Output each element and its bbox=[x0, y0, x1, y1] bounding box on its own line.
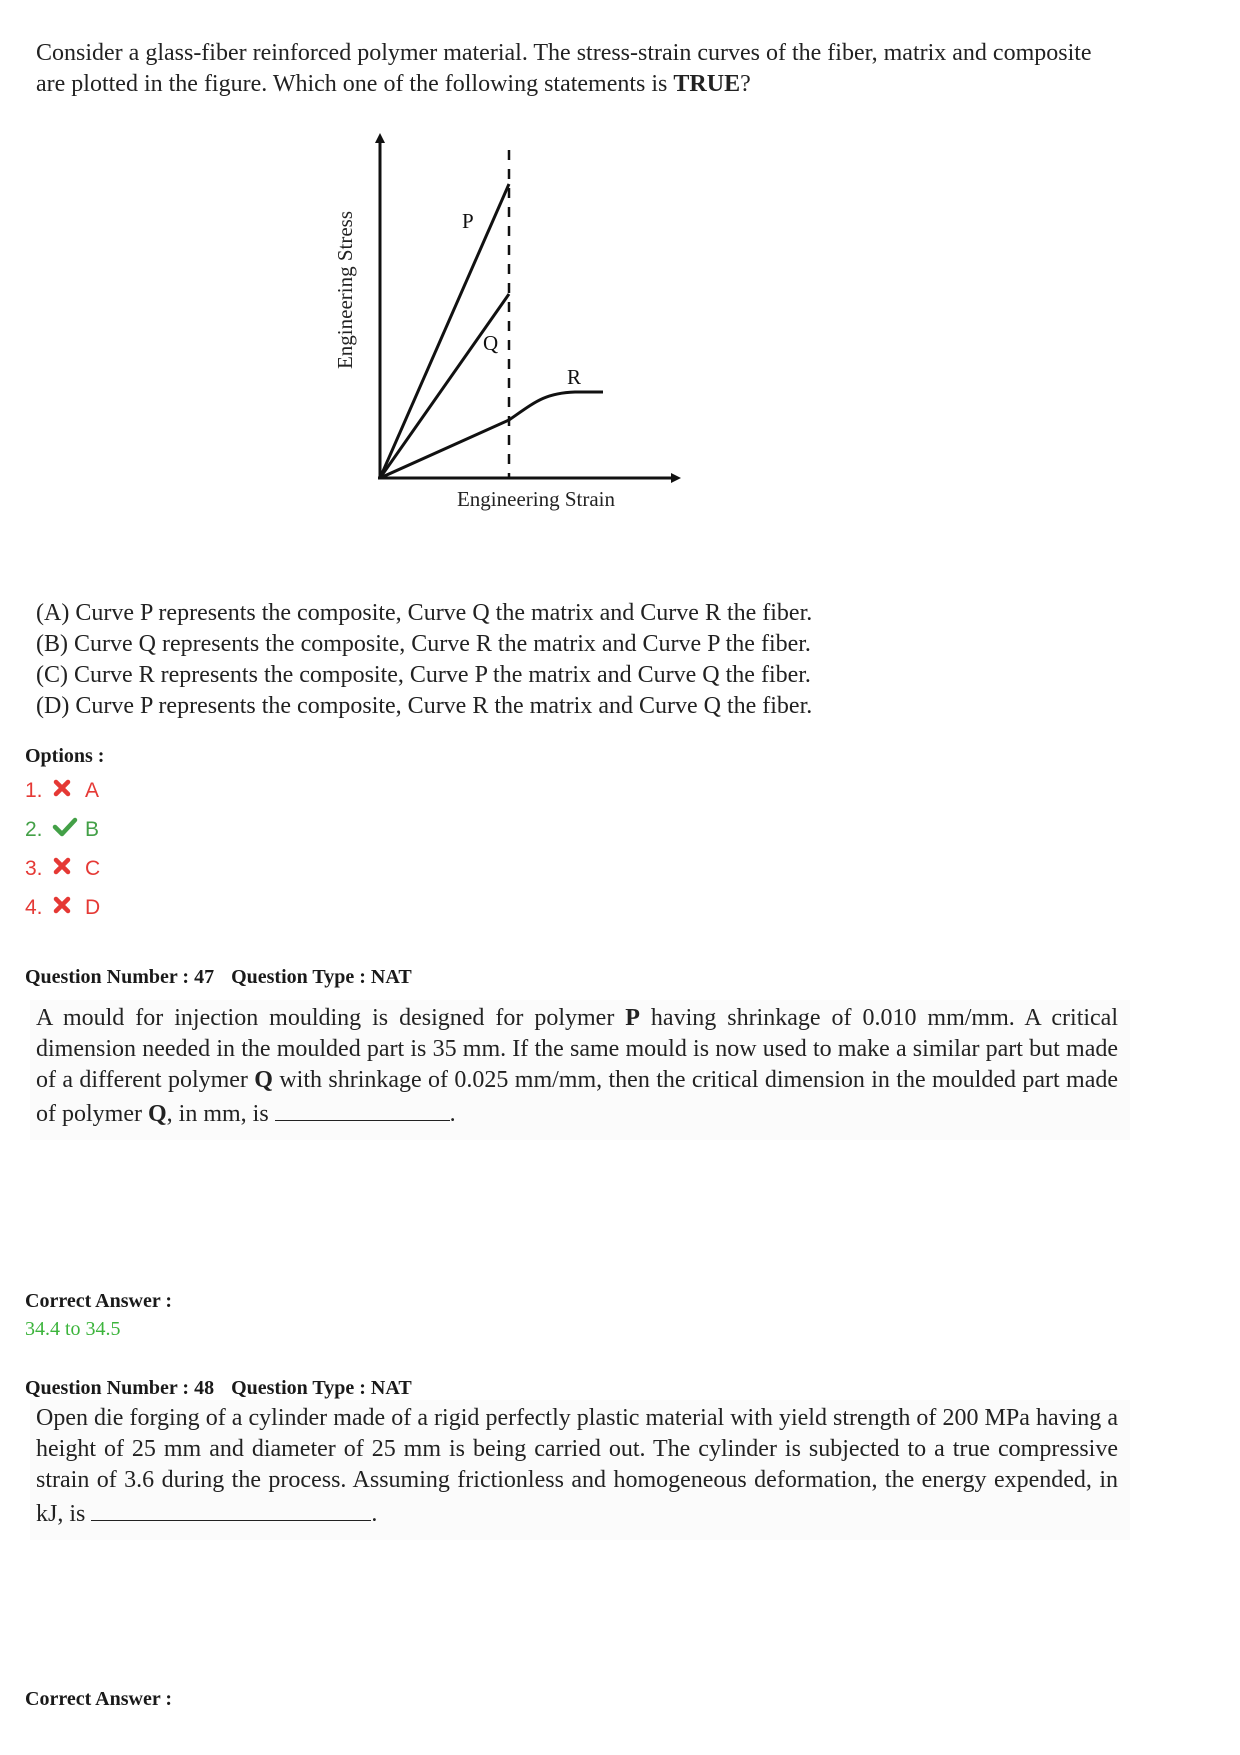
question-type: Question Type : NAT bbox=[231, 966, 412, 988]
question-48-text: Open die forging of a cylinder made of a rigid perfectly plastic material with yield strength of 200 MPa having a height of 25 mm and diameter of 25 mm is being carried out. The cylinder is subjected to a true compressive strain of 3.6 during the process. Assuming frictionless and homogeneous deformation, the energy expended, in kJ, is . bbox=[36, 1405, 1118, 1527]
cross-icon bbox=[53, 779, 85, 797]
answer-blank bbox=[275, 1096, 450, 1121]
polymer-p: P bbox=[625, 1005, 640, 1031]
question-type: Question Type : NAT bbox=[231, 1377, 412, 1399]
option-2 bbox=[25, 815, 99, 845]
stress-strain-svg bbox=[333, 130, 790, 580]
option-4 bbox=[25, 893, 100, 923]
correct-answer-label: Correct Answer : bbox=[25, 1688, 172, 1710]
question-47-text: A mould for injection moulding is designed for polymer P having shrinkage of 0.010 mm/mm. A critical dimension needed in the moulded part is 35 mm. If the same mould is now used to make a similar part but made of a different polymer Q with shrinkage of 0.025 mm/mm, then the critical dimension in the moulded part made of polymer Q, in mm, is . bbox=[36, 1005, 1118, 1127]
statement-d: (D) Curve P represents the composite, Curve R the matrix and Curve Q the fiber. bbox=[36, 693, 813, 719]
option-1 bbox=[25, 776, 99, 806]
curve-p-label: P bbox=[462, 209, 474, 233]
option-label: A bbox=[85, 779, 100, 802]
question-number: Question Number : 47 bbox=[25, 966, 215, 988]
correct-answer-value: 34.4 to 34.5 bbox=[25, 1318, 121, 1340]
polymer-q: Q bbox=[254, 1067, 273, 1093]
statement-list bbox=[36, 598, 812, 722]
q47-text-part: having shrinkage of 0.010 mm/mm. A critical dimension needed in the moulded part is 35 mm. If the same mould is now used to make a similar part but made of a different polymer bbox=[36, 1005, 1118, 1093]
statement-c: (C) Curve R represents the composite, Curve P the matrix and Curve Q the fiber. bbox=[36, 662, 811, 688]
cross-icon bbox=[53, 857, 85, 875]
correct-answer-label: Correct Answer : bbox=[25, 1290, 172, 1312]
q46-text-end: ? bbox=[740, 71, 751, 97]
statement-b: (B) Curve Q represents the composite, Curve R the matrix and Curve P the fiber. bbox=[36, 631, 811, 657]
check-icon bbox=[53, 817, 85, 837]
stress-strain-figure bbox=[333, 130, 790, 580]
option-number: 3. bbox=[25, 857, 43, 880]
question-47-header bbox=[25, 966, 412, 989]
q47-text-part: with shrinkage of 0.025 mm/mm, then the critical dimension in the moulded part made of polymer bbox=[36, 1067, 1118, 1127]
option-number: 2. bbox=[25, 818, 43, 841]
option-label: C bbox=[85, 857, 101, 880]
x-axis-label: Engineering Strain bbox=[456, 487, 616, 511]
statement-a: (A) Curve P represents the composite, Curve Q the matrix and Curve R the fiber. bbox=[36, 600, 813, 626]
q46-text-part: Consider a glass-fiber reinforced polymer material. The stress-strain curves of the fiber, matrix and composite are plotted in the figure. Which one of the following statements is bbox=[36, 40, 1092, 97]
cross-icon bbox=[53, 896, 85, 914]
answer-blank bbox=[91, 1496, 371, 1521]
option-number: 4. bbox=[25, 896, 43, 919]
question-48-header bbox=[25, 1377, 412, 1400]
y-axis-label: Engineering Stress bbox=[333, 210, 357, 370]
question-46-text bbox=[36, 38, 1116, 100]
curve-q-label: Q bbox=[483, 331, 499, 355]
polymer-q: Q bbox=[147, 1101, 167, 1127]
curve-r-label: R bbox=[567, 365, 582, 389]
q47-text-part: A mould for injection moulding is designed for polymer bbox=[36, 1005, 626, 1031]
q48-text: Open die forging of a cylinder made of a rigid perfectly plastic material with yield strength of 200 MPa having a height of 25 mm and diameter of 25 mm is being carried out. The cylinder is subjected to a true compressive strain of 3.6 during the process. Assuming frictionless and homogeneous deformation, the energy expended, in kJ, is bbox=[36, 1405, 1118, 1527]
options-label: Options : bbox=[25, 745, 105, 767]
q47-text-part: , in mm, is bbox=[166, 1101, 275, 1127]
option-label: D bbox=[85, 896, 101, 919]
option-3 bbox=[25, 854, 100, 884]
option-number: 1. bbox=[25, 779, 43, 802]
option-label: B bbox=[85, 818, 100, 841]
q46-text-emphasis: TRUE bbox=[673, 71, 741, 97]
question-number: Question Number : 48 bbox=[25, 1377, 215, 1399]
